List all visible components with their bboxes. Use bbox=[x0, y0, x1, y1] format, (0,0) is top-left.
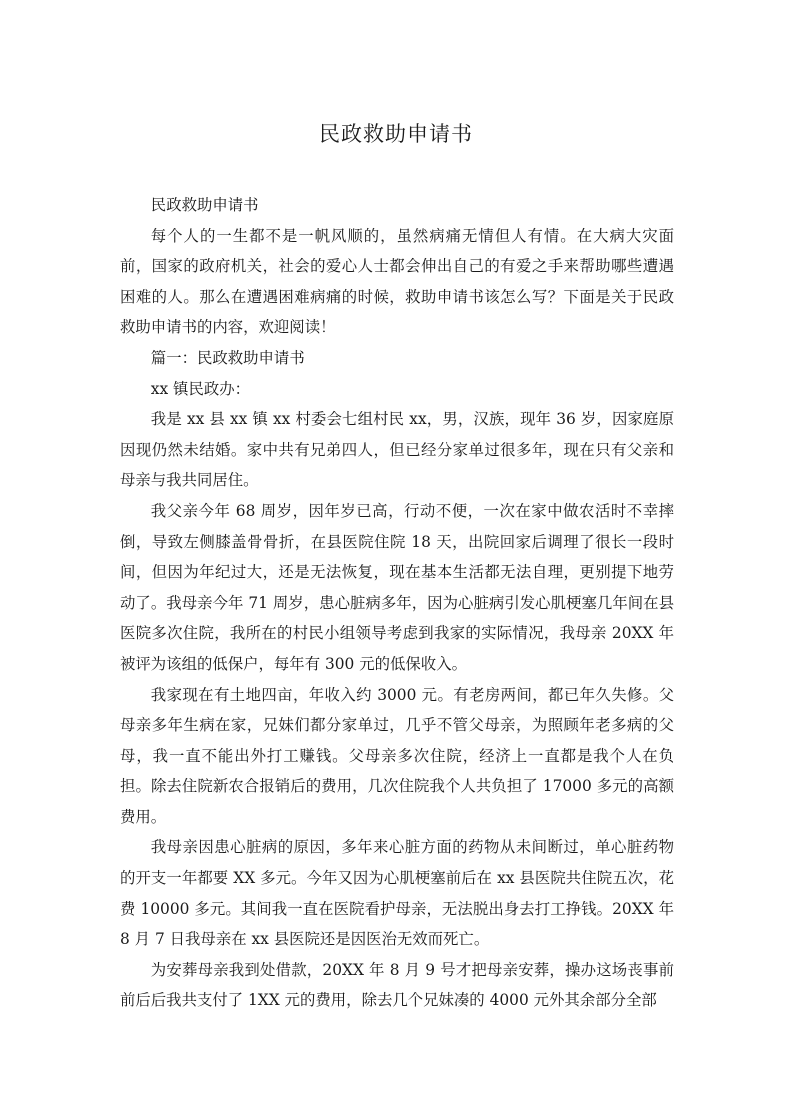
paragraph-funeral-costs: 为安葬母亲我到处借款，20XX 年 8 月 9 号才把母亲安葬，操办这场丧事前前后后我共支付了 1XX 元的费用，除去几个兄妹凑的 4000 元外其余部分全部 bbox=[120, 960, 674, 1010]
paragraph-family-finances: 我家现在有土地四亩，年收入约 3000 元。有老房两间，都已年久失修。父母亲多年生病在家，兄妹们都分家单过，几乎不管父母亲，为照顾年老多病的父母，我一直不能出外打工赚钱。父母亲多次住院，经济上一直都是我个人在负担。除去住院新农合报销后的费用，几次住院我个人共负担了 17000 多元的高额费用。 bbox=[120, 685, 674, 826]
paragraph-mother-illness: 我母亲因患心脏病的原因，多年来心脏方面的药物从未间断过，单心脏药物的开支一年都要 XX 多元。今年又因为心肌梗塞前后在 xx 县医院共住院五次，花费 10000 多元。其间我一直在医院看护母亲，无法脱出身去打工挣钱。20XX 年 8 月 7 日我母亲在 xx 县医院还是因医治无效而死亡。 bbox=[120, 838, 674, 949]
paragraph-subtitle: 民政救助申请书 bbox=[150, 196, 259, 214]
paragraph-salutation: xx 镇民政办： bbox=[150, 379, 251, 398]
paragraph-parents-health: 我父亲今年 68 周岁，因年岁已高，行动不便，一次在家中做农活时不幸摔倒，导致左侧膝盖骨骨折，在县医院住院 18 天，出院回家后调理了很长一段时间，但因为年纪过大，还是无法恢复，现在基本生活都无法自理，更别提下地劳动了。我母亲今年 71 周岁，患心脏病多年，因为心脏病引发心肌梗塞几年间在县医院多次住院，我所在的村民小组领导考虑到我家的实际情况，我母亲 20XX 年被评为该组的低保户，每年有 300 元的低保收入。 bbox=[120, 501, 674, 673]
paragraph-applicant-info: 我是 xx 县 xx 镇 xx 村委会七组村民 xx，男，汉族，现年 36 岁，因家庭原因现仍然未结婚。家中共有兄弟四人，但已经分家单过很多年，现在只有父亲和母亲与我共同居住。 bbox=[120, 410, 674, 490]
document-title: 民政救助申请书 bbox=[319, 122, 473, 146]
document-body bbox=[120, 190, 674, 1016]
paragraph-section-heading: 篇一：民政救助申请书 bbox=[150, 348, 305, 367]
paragraph-intro: 每个人的一生都不是一帆风顺的，虽然病痛无情但人有情。在大病大灾面前，国家的政府机关，社会的爱心人士都会伸出自己的有爱之手来帮助哪些遭遇困难的人。那么在遭遇困难病痛的时候，救助申请书该怎么写？下面是关于民政救助申请书的内容，欢迎阅读！ bbox=[120, 226, 674, 337]
